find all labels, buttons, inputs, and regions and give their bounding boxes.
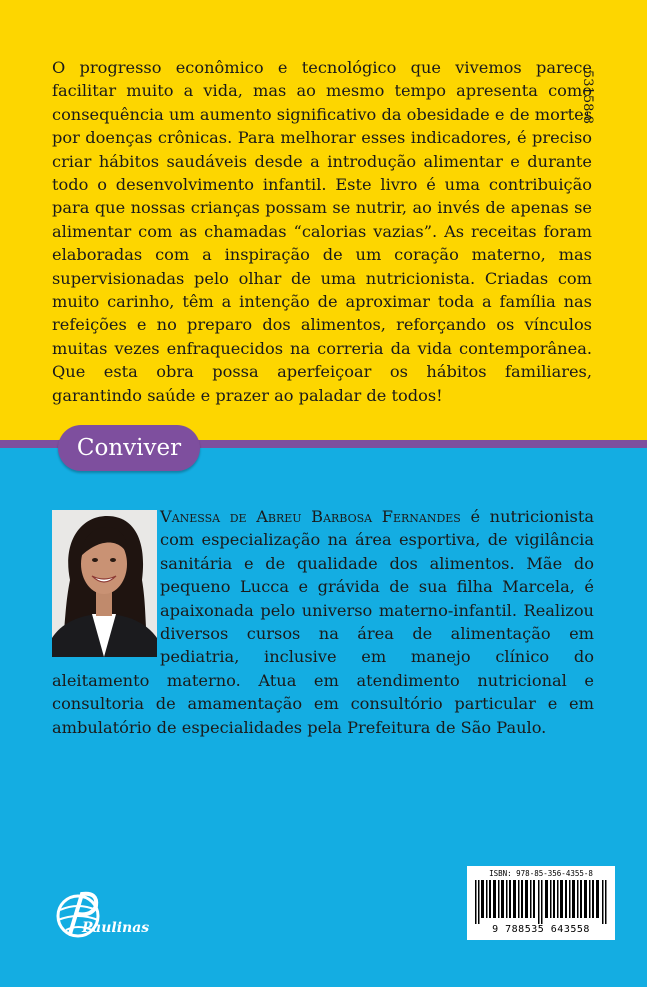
publisher-logo — [52, 890, 172, 945]
product-code: 53158-8 — [580, 70, 595, 125]
author-bio-text: é nutricionista com especialização na área esportiva, de vigilância sanitária e de qualidade dos alimentos. Mãe do pequeno Lucca e grávida de sua filha Marcela, é apaixonada pelo universo materno-infantil. Realizou diversos cursos na área de alimentação em pediatria, inclusive em manejo clínico do aleitamento materno. Atua em atendimento nutricional e consultoria de amamentação em consultório particular e em ambulatório de especialidades pela Prefeitura de São Paulo. — [52, 507, 594, 737]
isbn-label: ISBN: 978-85-356-4355-8 — [489, 869, 593, 878]
collection-badge: Conviver — [58, 425, 200, 471]
barcode-bars — [475, 880, 607, 924]
isbn-barcode — [467, 866, 615, 940]
isbn-digits: 9 788535 643558 — [492, 924, 590, 935]
author-bio — [52, 505, 594, 739]
publisher-name: Paulinas — [82, 920, 150, 936]
back-cover-blurb: O progresso econômico e tecnológico que vivemos parece facilitar muito a vida, mas ao mesmo tempo apresenta como consequência um aumento significativo da obesidade e de mortes por doenças crônicas. Para melhorar esses indicadores, é preciso criar hábitos saudáveis desde a introdução alimentar e durante todo o desenvolvimento infantil. Este livro é uma contribuição para que nossas crianças possam se nutrir, ao invés de apenas se alimentar com as chamadas “calorias vazias”. As receitas foram elaboradas com a inspiração de um coração materno, mas supervisionadas pelo olhar de uma nutricionista. Criadas com muito carinho, têm a intenção de aproximar toda a família nas refeições e no preparo dos alimentos, reforçando os vínculos muitas vezes enfraquecidos na correria da vida contemporânea. Que esta obra possa aperfeiçoar os hábitos familiares, garantindo saúde e prazer ao paladar de todos! — [52, 58, 592, 405]
author-name: Vanessa de Abreu Barbosa Fernandes — [160, 507, 461, 526]
